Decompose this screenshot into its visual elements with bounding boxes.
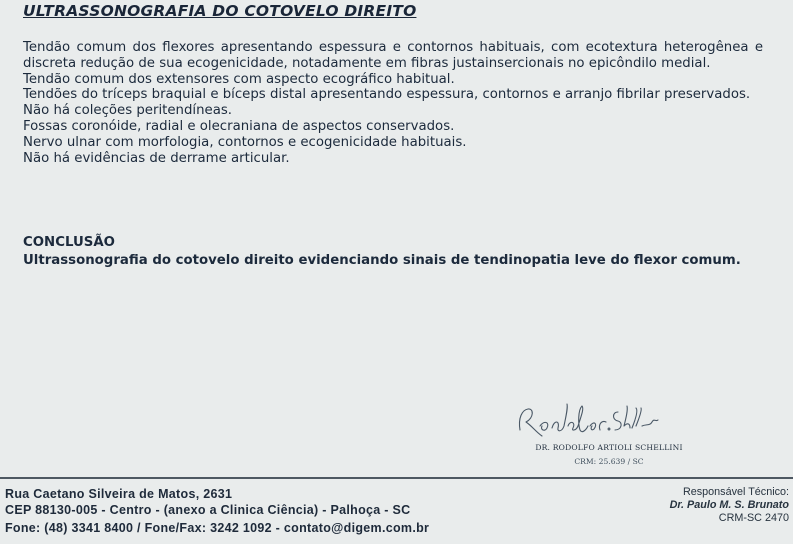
finding-line: Nervo ulnar com morfologia, contornos e ecogenicidade habituais. (23, 134, 467, 150)
doctor-name: DR. RODOLFO ARTIOLI SCHELLINI (535, 443, 683, 452)
finding-line: Tendões do tríceps braquial e bíceps distal apresentando espessura, contornos e arranjo fibrilar preservados. (23, 87, 751, 103)
footer-divider (0, 477, 793, 479)
technical-responsible-label: Responsável Técnico: (682, 486, 789, 498)
technical-responsible-name: Dr. Paulo M. S. Brunato (669, 499, 789, 511)
finding-line: Tendão comum dos flexores apresentando espessura e contornos habituais, com ecotextura heterogênea e discreta redução de sua ecogenicidade, notadamente em fibras justainsercionais no epicôndilo medial. (23, 40, 763, 71)
conclusion-text: Ultrassonografia do cotovelo direito evidenciando sinais de tendinopatia leve do flexor comum. (23, 253, 741, 268)
footer-address-cep: CEP 88130-005 - Centro - (anexo a Clinica Ciência) - Palhoça - SC (5, 503, 411, 517)
footer-address-street: Rua Caetano Silveira de Matos, 2631 (5, 487, 233, 501)
technical-responsible-crm: CRM-SC 2470 (718, 512, 789, 524)
finding-line: Não há coleções peritendíneas. (23, 103, 233, 119)
conclusion-heading: CONCLUSÃO (23, 235, 115, 250)
findings-section (23, 40, 763, 166)
finding-line: Tendão comum dos extensores com aspecto ecográfico habitual. (23, 71, 455, 87)
doctor-crm: CRM: 25.639 / SC (574, 457, 644, 466)
report-title: ULTRASSONOGRAFIA DO COTOVELO DIREITO (23, 2, 417, 20)
footer-contact: Fone: (48) 3341 8400 / Fone/Fax: 3242 1092 - contato@digem.com.br (5, 521, 430, 535)
handwritten-signature (512, 400, 662, 446)
finding-line: Fossas coronóide, radial e olecraniana de aspectos conservados. (23, 118, 455, 134)
finding-line: Não há evidências de derrame articular. (23, 150, 290, 166)
